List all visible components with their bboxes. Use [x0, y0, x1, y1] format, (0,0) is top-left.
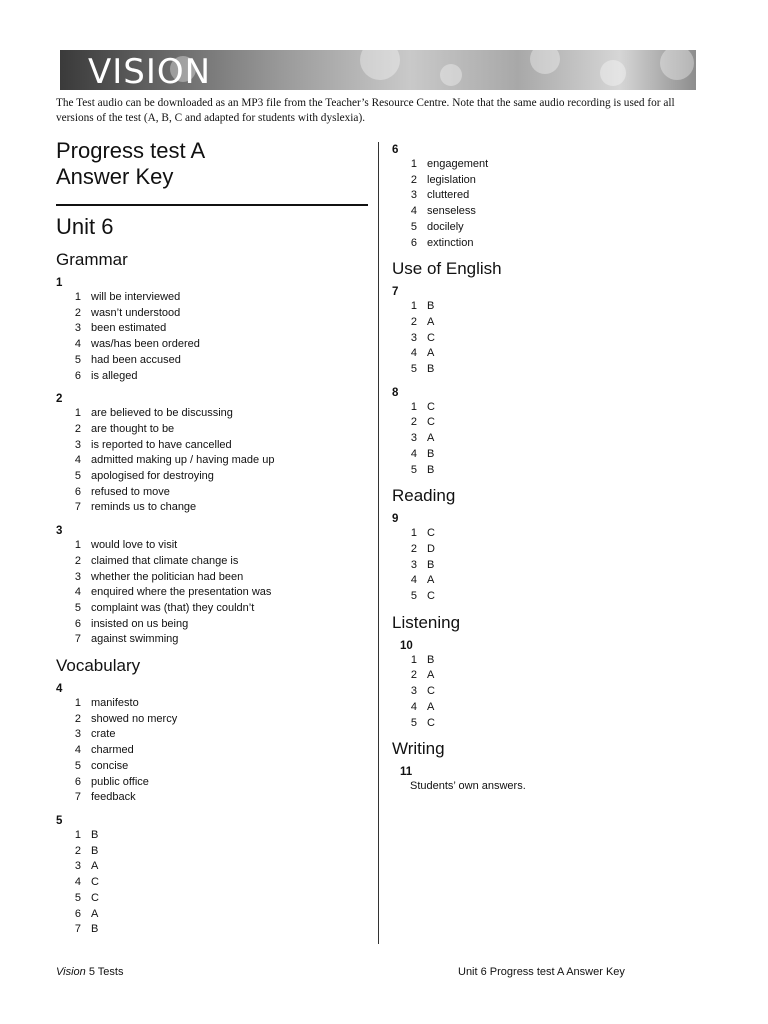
answer-number: 6	[74, 485, 81, 498]
answer-item	[392, 447, 712, 463]
answer-item	[56, 743, 368, 759]
answer-text: C	[427, 685, 435, 698]
answer-text: C	[427, 590, 435, 603]
answer-item	[392, 362, 712, 378]
answer-item	[392, 415, 712, 431]
answer-number: 7	[74, 633, 81, 646]
answer-item	[56, 790, 368, 806]
answer-item	[392, 716, 712, 732]
answer-item	[56, 828, 368, 844]
answer-number: 2	[410, 173, 417, 186]
answer-number: 4	[410, 700, 417, 713]
answer-item	[56, 500, 368, 516]
answer-text: is alleged	[91, 369, 138, 382]
answer-text: senseless	[427, 205, 476, 218]
footer-title: Vision	[56, 966, 86, 978]
answer-text: B	[91, 844, 99, 857]
answer-text: charmed	[91, 744, 134, 757]
answer-number: 5	[74, 601, 81, 614]
answer-text: A	[427, 432, 435, 445]
footer-subtitle: 5 Tests	[85, 966, 124, 978]
answer-item	[56, 875, 368, 891]
answer-item	[392, 173, 712, 189]
answer-number: 1	[74, 291, 81, 303]
answer-item	[392, 188, 712, 204]
answer-number: 4	[410, 574, 417, 587]
answer-item	[56, 353, 368, 369]
answer-text: complaint was (that) they couldn’t	[91, 601, 255, 614]
answer-number: 1	[410, 300, 417, 313]
column-divider	[378, 142, 379, 944]
answer-number: 1	[410, 158, 417, 170]
answer-text: is reported to have cancelled	[91, 438, 232, 451]
answer-number: 3	[74, 322, 81, 335]
header-banner	[60, 50, 696, 90]
answer-number: 3	[410, 685, 417, 698]
answer-item	[392, 220, 712, 236]
question-number: 1	[56, 277, 63, 289]
question-number: 2	[56, 393, 63, 406]
answer-number: 7	[74, 501, 81, 514]
answer-number: 1	[74, 828, 81, 841]
answer-item	[392, 400, 712, 416]
answer-item	[392, 331, 712, 347]
answer-number: 1	[410, 527, 417, 540]
answer-list	[392, 299, 712, 378]
answer-item	[56, 485, 368, 501]
answer-item	[56, 775, 368, 791]
answer-number: 1	[410, 653, 417, 666]
answer-number: 5	[410, 590, 417, 603]
answer-text: would love to visit	[91, 539, 178, 552]
section-grammar: Grammar	[56, 250, 128, 269]
answer-list	[392, 526, 712, 605]
title-line-2: Answer Key	[56, 164, 174, 189]
title-rule	[56, 204, 368, 206]
answer-number: 1	[410, 400, 417, 413]
answer-item	[56, 907, 368, 923]
answer-item	[56, 453, 368, 469]
answer-text: C	[91, 891, 99, 904]
answer-number: 5	[410, 463, 417, 476]
answer-text: claimed that climate change is	[91, 554, 239, 567]
answer-text: are believed to be discussing	[91, 407, 233, 420]
answer-number: 2	[74, 306, 81, 319]
answer-item	[56, 290, 368, 306]
answer-list	[392, 157, 712, 251]
section-listening: Listening	[392, 612, 461, 632]
answer-item	[56, 422, 368, 438]
answer-text: C	[427, 716, 435, 729]
answer-list	[392, 400, 712, 479]
answer-text: are thought to be	[91, 422, 175, 435]
answer-item	[392, 431, 712, 447]
answer-list	[392, 653, 712, 732]
answer-item	[56, 406, 368, 422]
section-vocabulary: Vocabulary	[56, 656, 141, 676]
answer-text: manifesto	[91, 697, 139, 710]
answer-text: A	[91, 907, 99, 920]
answer-item	[56, 922, 368, 938]
answer-number: 3	[410, 331, 417, 344]
question-number: 11	[400, 766, 413, 779]
answer-number: 2	[74, 712, 81, 725]
answer-text: B	[427, 447, 435, 460]
answer-text: public office	[91, 775, 149, 788]
answer-list	[56, 290, 368, 384]
vision-logo: VISION	[88, 52, 212, 90]
answer-text: B	[427, 300, 435, 313]
answer-item	[56, 601, 368, 617]
answer-text: engagement	[427, 158, 489, 170]
answer-item	[56, 538, 368, 554]
answer-item	[56, 759, 368, 775]
answer-number: 3	[74, 860, 81, 873]
answer-text: legislation	[427, 173, 476, 186]
answer-text: C	[427, 416, 435, 429]
answer-number: 7	[74, 923, 81, 936]
answer-text: been estimated	[91, 322, 167, 335]
answer-text: B	[427, 463, 435, 476]
question-number: 9	[392, 513, 399, 526]
answer-number: 5	[74, 759, 81, 772]
answer-number: 7	[74, 791, 81, 804]
answer-text: extinction	[427, 236, 474, 249]
answer-number: 3	[410, 558, 417, 571]
answer-number: 6	[74, 775, 81, 788]
answer-number: 3	[74, 570, 81, 583]
answer-text: B	[91, 923, 99, 936]
answer-item	[392, 668, 712, 684]
answer-item	[392, 542, 712, 558]
answer-text: was/has been ordered	[91, 338, 200, 351]
answer-text: apologised for destroying	[91, 470, 214, 483]
answer-number: 3	[74, 728, 81, 741]
answer-number: 5	[74, 353, 81, 366]
left-column	[56, 138, 368, 946]
answer-item	[56, 585, 368, 601]
answer-number: 4	[410, 447, 417, 460]
answer-text: enquired where the presentation was	[91, 586, 272, 599]
answer-item	[392, 236, 712, 252]
answer-item	[392, 589, 712, 605]
answer-item	[56, 306, 368, 322]
answer-item	[56, 859, 368, 875]
answer-item	[56, 712, 368, 728]
answer-number: 5	[410, 220, 417, 233]
answer-text: cluttered	[427, 189, 470, 202]
answer-item	[392, 157, 712, 173]
right-column	[392, 143, 712, 794]
answer-number: 6	[74, 369, 81, 382]
answer-number: 5	[410, 716, 417, 729]
answer-number: 4	[74, 744, 81, 757]
answer-number: 4	[410, 347, 417, 360]
unit-heading: Unit 6	[56, 214, 114, 239]
question-number: 4	[56, 683, 63, 696]
answer-list	[56, 538, 368, 648]
answer-number: 6	[410, 236, 417, 249]
answer-list	[56, 696, 368, 806]
answer-number: 4	[74, 876, 81, 889]
answer-text: feedback	[91, 791, 136, 804]
answer-text: docilely	[427, 220, 464, 233]
answer-item	[56, 554, 368, 570]
answer-text: whether the politician had been	[91, 570, 244, 583]
answer-item	[56, 617, 368, 633]
answer-number: 4	[74, 454, 81, 467]
answer-item	[56, 727, 368, 743]
section-reading: Reading	[392, 486, 456, 506]
answer-number: 6	[74, 617, 81, 630]
section-writing: Writing	[392, 739, 445, 759]
answer-text: B	[427, 363, 435, 376]
answer-text: reminds us to change	[91, 501, 197, 514]
answer-number: 2	[410, 542, 417, 555]
answer-item	[392, 526, 712, 542]
answer-item	[56, 844, 368, 860]
answer-item	[392, 346, 712, 362]
answer-item	[392, 653, 712, 669]
answer-text: crate	[91, 728, 116, 741]
answer-number: 2	[410, 669, 417, 682]
answer-text: showed no mercy	[91, 712, 178, 725]
answer-text: C	[427, 331, 435, 344]
question-number: 5	[56, 814, 63, 827]
answer-item	[56, 337, 368, 353]
answer-number: 3	[410, 189, 417, 202]
section-use-of-english: Use of English	[392, 259, 502, 279]
answer-text: will be interviewed	[91, 291, 181, 303]
answer-number: 6	[74, 907, 81, 920]
answer-text: admitted making up / having made up	[91, 454, 275, 467]
answer-item	[392, 684, 712, 700]
answer-item	[56, 632, 368, 648]
answer-text: concise	[91, 759, 129, 772]
answer-text: insisted on us being	[91, 617, 189, 630]
answer-text: C	[91, 876, 99, 889]
answer-text: A	[427, 347, 435, 360]
answer-item	[56, 321, 368, 337]
answer-item	[56, 696, 368, 712]
answer-text: C	[427, 527, 435, 540]
answer-text: A	[427, 669, 435, 682]
answer-text: wasn’t understood	[91, 306, 181, 319]
question-number: 7	[392, 286, 399, 299]
answer-number: 2	[74, 422, 81, 435]
answer-item	[392, 573, 712, 589]
answer-number: 2	[74, 844, 81, 857]
footer-right: Unit 6 Progress test A Answer Key	[458, 966, 625, 978]
answer-text: A	[427, 700, 435, 713]
answer-text: B	[91, 828, 99, 841]
answer-number: 5	[74, 470, 81, 483]
answer-number: 4	[410, 205, 417, 218]
answer-text: A	[427, 315, 435, 328]
answer-item	[392, 463, 712, 479]
answer-item	[56, 891, 368, 907]
answer-number: 3	[74, 438, 81, 451]
answer-text: refused to move	[91, 485, 170, 498]
answer-text: D	[427, 542, 435, 555]
question-number: 3	[56, 525, 63, 538]
answer-text: A	[427, 574, 435, 587]
intro-text: The Test audio can be downloaded as an MP3 file from the Teacher’s Resource Centre. Note that the same audio recording is used for all versions of the test (A, B, C and adapted for students with dyslexia).	[56, 97, 675, 124]
answer-number: 4	[74, 586, 81, 599]
answer-number: 1	[74, 539, 81, 552]
answer-list	[56, 828, 368, 938]
answer-text: C	[427, 400, 435, 413]
answer-number: 5	[74, 891, 81, 904]
answer-item	[392, 315, 712, 331]
answer-number: 2	[74, 554, 81, 567]
answer-item	[56, 570, 368, 586]
answer-text: had been accused	[91, 353, 181, 366]
answer-item	[392, 700, 712, 716]
answer-text: B	[427, 653, 435, 666]
answer-number: 3	[410, 432, 417, 445]
answer-number: 2	[410, 416, 417, 429]
answer-number: 2	[410, 315, 417, 328]
question-number: 8	[392, 386, 399, 399]
answer-item	[56, 369, 368, 385]
title-line-1: Progress test A	[56, 138, 206, 163]
answer-text: against swimming	[91, 633, 179, 646]
answer-item	[56, 438, 368, 454]
answer-number: 1	[74, 407, 81, 420]
answer-number: 5	[410, 363, 417, 376]
answer-text: A	[91, 860, 99, 873]
answer-text: B	[427, 558, 435, 571]
answer-number: 4	[74, 338, 81, 351]
answer-item	[56, 469, 368, 485]
answer-item	[392, 204, 712, 220]
answer-item	[392, 558, 712, 574]
footer-left	[56, 966, 123, 978]
question-number: 10	[400, 639, 413, 652]
answer-number: 1	[74, 697, 81, 710]
answer-list	[56, 406, 368, 516]
question-number: 6	[392, 144, 399, 156]
answer-text: Students’ own answers.	[410, 780, 526, 793]
answer-item	[392, 299, 712, 315]
